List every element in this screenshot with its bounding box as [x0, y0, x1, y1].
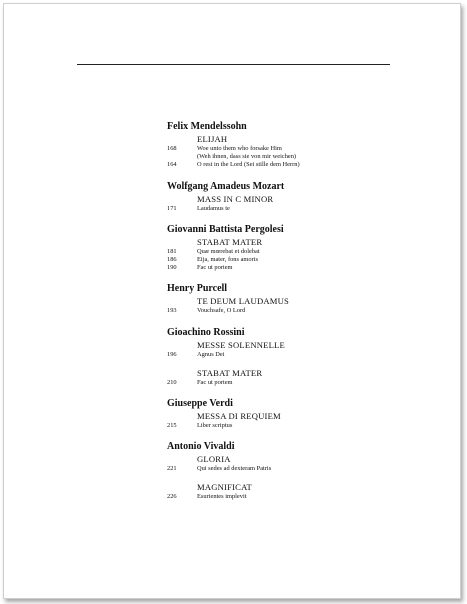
- piece-entry: [167, 465, 417, 473]
- piece-entry: [167, 161, 417, 169]
- header-rule: [77, 64, 390, 65]
- work-section: [167, 411, 417, 430]
- piece-entry: [167, 379, 417, 387]
- work-section: [167, 340, 417, 359]
- work-title: TE DEUM LAUDAMUS: [197, 296, 289, 307]
- work-section: [167, 454, 417, 473]
- composer-name: Henry Purcell: [167, 283, 228, 295]
- piece-title: [197, 161, 417, 169]
- piece-title-text: O rest in the Lord (Sei stille dem Herrn): [197, 161, 300, 169]
- work-title: STABAT MATER: [197, 367, 263, 378]
- piece-entry: [167, 422, 417, 430]
- page-number: 193: [167, 307, 177, 315]
- piece-entry: [167, 493, 417, 501]
- piece-entry: [167, 145, 417, 161]
- piece-title-text: Woe unto them who forsake Him: [197, 145, 282, 152]
- page-number: 168: [167, 145, 177, 152]
- piece-title-text: Vouchsafe, O Lord: [197, 307, 246, 315]
- piece-title: [197, 351, 417, 359]
- work-title: STABAT MATER: [197, 236, 263, 247]
- piece-title: [197, 264, 417, 272]
- composer-section: [167, 121, 417, 170]
- page-number: 186: [167, 256, 177, 264]
- page-number: 181: [167, 247, 177, 255]
- composer-section: [167, 283, 417, 315]
- composer-section: [167, 441, 417, 501]
- composer-section: [167, 327, 417, 387]
- composer-section: [167, 181, 417, 213]
- composer-name: Wolfgang Amadeus Mozart: [167, 180, 285, 192]
- composer-name: Giuseppe Verdi: [167, 398, 233, 410]
- work-section: [167, 134, 417, 170]
- work-section: [167, 194, 417, 213]
- work-section: [167, 237, 417, 273]
- work-title: ELIJAH: [197, 134, 228, 144]
- piece-title-text: Qui sedes ad dexteram Patris: [197, 465, 272, 473]
- page-number: 196: [167, 350, 177, 358]
- piece-title-text: Liber scriptus: [197, 422, 233, 430]
- composer-section: [167, 224, 417, 273]
- page-number: 164: [167, 161, 177, 169]
- piece-entry: [167, 307, 417, 315]
- piece-entry: [167, 205, 417, 213]
- page-number: 210: [167, 378, 177, 386]
- work-section: [167, 368, 417, 387]
- composer-name: Felix Mendelssohn: [167, 121, 247, 132]
- piece-title-text: Agnus Dei: [197, 350, 225, 358]
- piece-title: [197, 248, 417, 256]
- page-number: 226: [167, 493, 177, 501]
- piece-title: [197, 379, 417, 387]
- piece-subtitle: (Weh ihnen, dass sie von mir weichen): [197, 153, 297, 161]
- piece-entry: [167, 351, 417, 359]
- page-number: 215: [167, 422, 177, 430]
- piece-title: [197, 205, 417, 213]
- piece-title-text: Fac ut portem: [197, 264, 233, 272]
- piece-title-text: Laudamus te: [197, 204, 230, 212]
- work-section: [167, 482, 417, 501]
- page-number: 190: [167, 264, 177, 272]
- piece-title-text: Esurientes implevit: [197, 493, 247, 501]
- piece-title-text: Quæ mœrebat et dolebat: [197, 247, 260, 255]
- piece-title: [197, 145, 417, 161]
- piece-title: [197, 256, 417, 264]
- work-title: GLORIA: [197, 454, 231, 465]
- work-title: MAGNIFICAT: [197, 482, 252, 493]
- work-section: [167, 296, 417, 315]
- work-title: MESSE SOLENNELLE: [197, 339, 285, 350]
- page-number: 171: [167, 204, 177, 212]
- composer-name: Antonio Vivaldi: [167, 441, 235, 453]
- composer-name: Giovanni Battista Pergolesi: [167, 223, 284, 235]
- composer-section: [167, 398, 417, 430]
- document-page: [3, 3, 461, 599]
- piece-title-text: Fac ut portem: [197, 378, 233, 386]
- table-of-contents: [167, 121, 417, 513]
- piece-title: [197, 422, 417, 430]
- piece-title: [197, 493, 417, 501]
- piece-title: [197, 465, 417, 473]
- piece-entry: [167, 248, 417, 256]
- composer-name: Gioachino Rossini: [167, 326, 245, 338]
- page-number: 221: [167, 465, 177, 473]
- piece-entry: [167, 264, 417, 272]
- work-title: MASS IN C MINOR: [197, 193, 274, 204]
- piece-title-text: Eija, mater, fons amoris: [197, 256, 258, 264]
- work-title: MESSA DI REQUIEM: [197, 411, 281, 422]
- piece-entry: [167, 256, 417, 264]
- piece-title: [197, 307, 417, 315]
